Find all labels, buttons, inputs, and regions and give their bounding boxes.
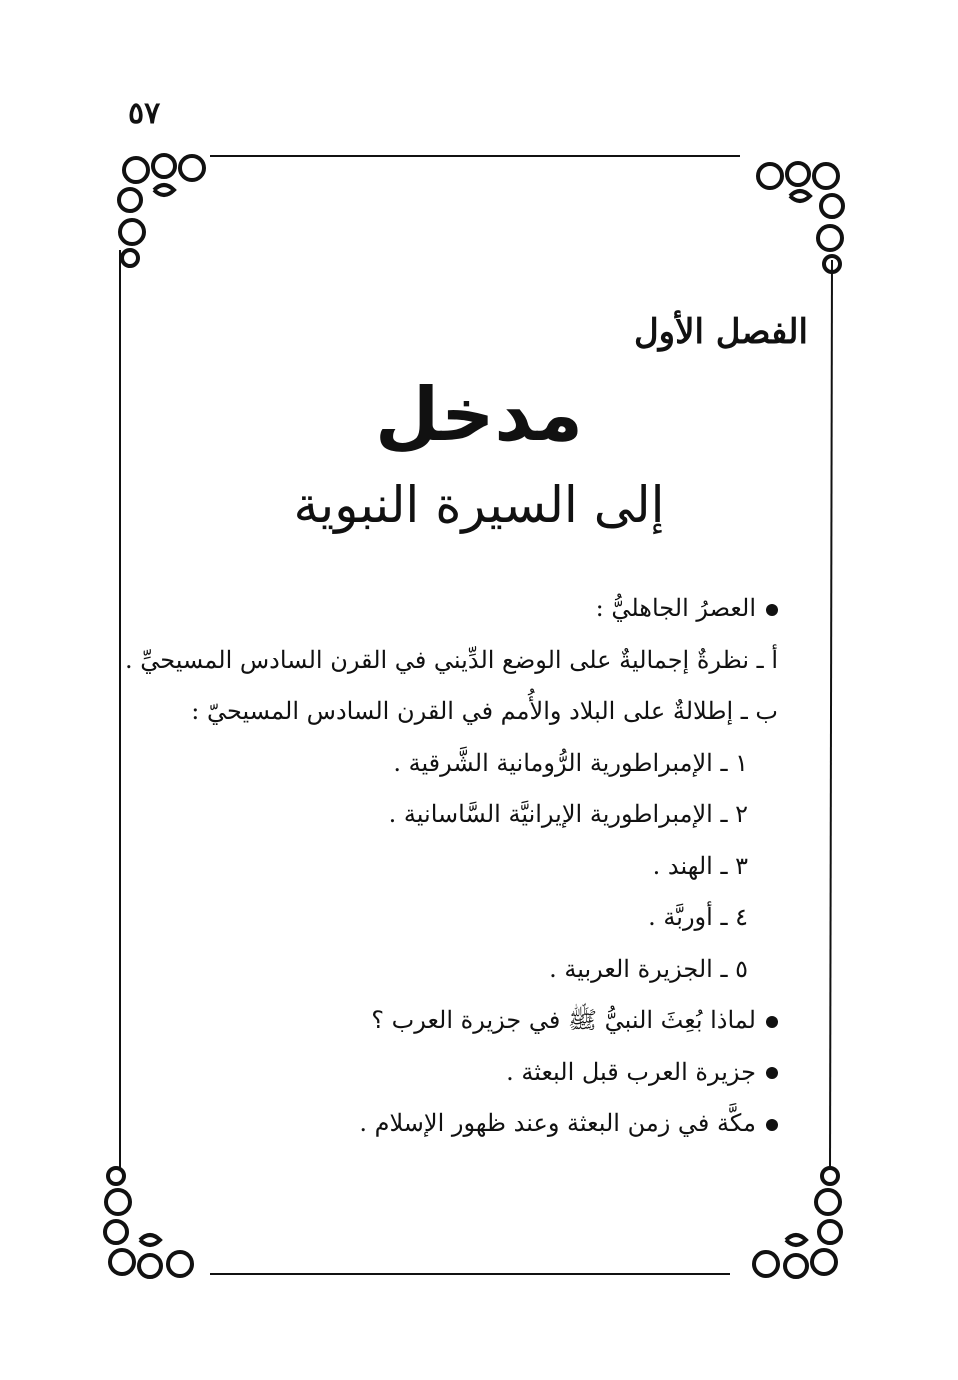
outline-item-text: مكَّة في زمن البعثة وعند ظهور الإسلام . [359, 1109, 756, 1137]
page-title: مدخل [375, 372, 583, 458]
outline-item [138, 897, 778, 949]
outline-item [138, 588, 778, 640]
outline-item [138, 949, 778, 1001]
outline-item [138, 1000, 778, 1052]
outline-item-text: العصرُ الجاهليُّ : [595, 594, 756, 622]
outline-item [138, 794, 778, 846]
outline-item-text: جزيرة العرب قبل البعثة . [506, 1057, 756, 1086]
bullet-icon [766, 604, 778, 616]
page-number: ٥٧ [128, 96, 161, 131]
outline-item [138, 743, 778, 795]
outline-item [138, 1052, 778, 1104]
outline-item-text: أ ـ نظرةٌ إجماليةٌ على الوضع الدِّيني في القرن السادس المسيحيِّ . [124, 645, 778, 674]
outline-item [138, 691, 778, 743]
outline-item-text: ٤ ـ أوربَّة . [648, 903, 748, 931]
page-subtitle: إلى السيرة النبوية [293, 476, 665, 534]
contents-outline [124, 588, 778, 1155]
outline-item-text: لماذا بُعِثَ النبيُّ ﷺ في جزيرة العرب ؟ [371, 1006, 756, 1034]
bullet-icon [766, 1016, 778, 1028]
bullet-icon [766, 1067, 778, 1079]
outline-item-text: ب ـ إطلالةٌ على البلاد والأُمم في القرن السادس المسيحيّ : [191, 697, 778, 725]
outline-item-text: ٣ ـ الهند . [652, 851, 748, 880]
chapter-label: الفصل الأول [633, 312, 808, 352]
outline-item-text: ٥ ـ الجزيرة العربية . [549, 954, 748, 983]
outline-item [124, 640, 778, 692]
bullet-icon [766, 1119, 778, 1131]
outline-item-text: ١ ـ الإمبراطورية الرُّومانية الشَّرقية . [393, 748, 748, 777]
outline-item [138, 1103, 778, 1155]
outline-item-text: ٢ ـ الإمبراطورية الإيرانيَّة السَّاسانية . [388, 800, 748, 828]
outline-item [138, 846, 778, 898]
